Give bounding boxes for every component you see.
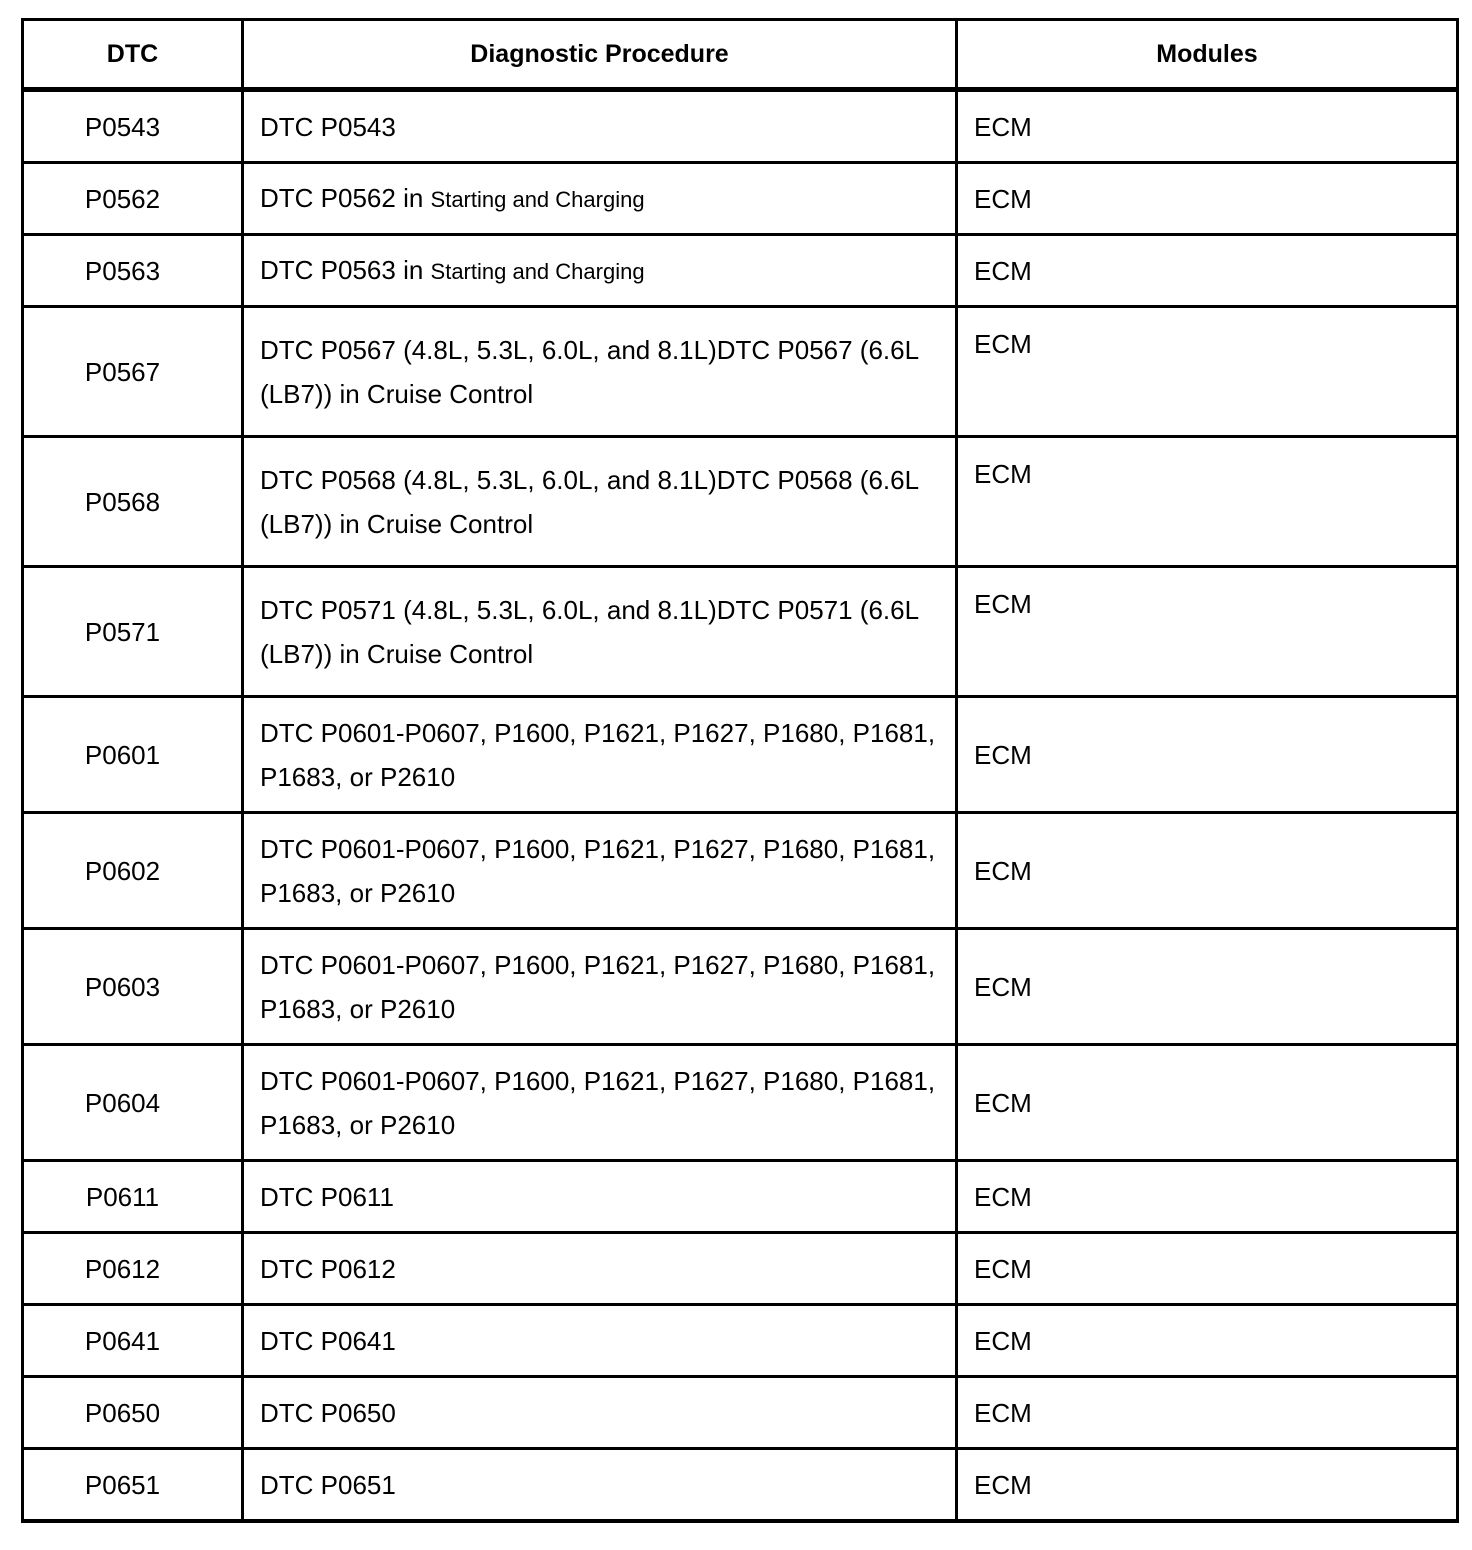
procedure-cell bbox=[243, 163, 957, 235]
module-cell: ECM bbox=[957, 1161, 1458, 1233]
table-row bbox=[23, 1449, 1458, 1522]
header-dtc: DTC bbox=[23, 20, 243, 90]
dtc-code: P0612 bbox=[23, 1233, 243, 1305]
module-cell: ECM bbox=[957, 163, 1458, 235]
procedure-text: DTC P0567 (4.8L, 5.3L, 6.0L, and 8.1L)DTC P0567 (6.6L (LB7)) in Cruise Control bbox=[260, 334, 919, 409]
procedure-text: DTC P0601-P0607, P1600, P1621, P1627, P1680, P1681, P1683, or P2610 bbox=[260, 717, 936, 792]
dtc-table bbox=[21, 18, 1459, 1523]
procedure-text: DTC P0571 (4.8L, 5.3L, 6.0L, and 8.1L)DTC P0571 (6.6L (LB7)) in Cruise Control bbox=[260, 594, 919, 669]
dtc-code: P0650 bbox=[23, 1377, 243, 1449]
table-row bbox=[23, 813, 1458, 929]
procedure-text: DTC P0651 bbox=[260, 1469, 396, 1500]
module-cell: ECM bbox=[957, 1449, 1458, 1522]
dtc-code: P0603 bbox=[23, 929, 243, 1045]
module-cell: ECM bbox=[957, 90, 1458, 163]
dtc-code: P0641 bbox=[23, 1305, 243, 1377]
module-cell: ECM bbox=[957, 929, 1458, 1045]
procedure-cell bbox=[243, 1161, 957, 1233]
procedure-section: Starting and Charging bbox=[430, 186, 645, 212]
table-row bbox=[23, 1233, 1458, 1305]
dtc-code: P0563 bbox=[23, 235, 243, 307]
table-row bbox=[23, 163, 1458, 235]
procedure-cell bbox=[243, 307, 957, 437]
module-cell: ECM bbox=[957, 437, 1458, 567]
table-row bbox=[23, 1161, 1458, 1233]
procedure-cell bbox=[243, 1377, 957, 1449]
module-cell: ECM bbox=[957, 697, 1458, 813]
procedure-cell bbox=[243, 1233, 957, 1305]
procedure-cell bbox=[243, 697, 957, 813]
dtc-code: P0601 bbox=[23, 697, 243, 813]
dtc-code: P0567 bbox=[23, 307, 243, 437]
procedure-cell bbox=[243, 90, 957, 163]
procedure-text: DTC P0601-P0607, P1600, P1621, P1627, P1680, P1681, P1683, or P2610 bbox=[260, 1065, 936, 1140]
procedure-cell bbox=[243, 813, 957, 929]
procedure-text: DTC P0563 in bbox=[260, 254, 431, 285]
dtc-code: P0571 bbox=[23, 567, 243, 697]
procedure-text: DTC P0650 bbox=[260, 1397, 396, 1428]
procedure-cell bbox=[243, 1305, 957, 1377]
table-row bbox=[23, 307, 1458, 437]
module-cell: ECM bbox=[957, 813, 1458, 929]
module-cell: ECM bbox=[957, 235, 1458, 307]
table-row bbox=[23, 437, 1458, 567]
dtc-code: P0568 bbox=[23, 437, 243, 567]
header-modules: Modules bbox=[957, 20, 1458, 90]
procedure-section: Starting and Charging bbox=[430, 258, 645, 284]
procedure-text: DTC P0543 bbox=[260, 111, 396, 142]
procedure-cell bbox=[243, 1449, 957, 1522]
procedure-cell bbox=[243, 567, 957, 697]
dtc-code: P0602 bbox=[23, 813, 243, 929]
table-row bbox=[23, 567, 1458, 697]
header-procedure: Diagnostic Procedure bbox=[243, 20, 957, 90]
procedure-text: DTC P0601-P0607, P1600, P1621, P1627, P1680, P1681, P1683, or P2610 bbox=[260, 833, 936, 908]
table-row bbox=[23, 697, 1458, 813]
dtc-code: P0543 bbox=[23, 90, 243, 163]
module-cell: ECM bbox=[957, 1377, 1458, 1449]
table-row bbox=[23, 90, 1458, 163]
procedure-text: DTC P0611 bbox=[260, 1181, 394, 1212]
module-cell: ECM bbox=[957, 1045, 1458, 1161]
table-row bbox=[23, 235, 1458, 307]
dtc-code: P0604 bbox=[23, 1045, 243, 1161]
header-row bbox=[23, 20, 1458, 90]
dtc-code: P0562 bbox=[23, 163, 243, 235]
module-cell: ECM bbox=[957, 1305, 1458, 1377]
module-cell: ECM bbox=[957, 1233, 1458, 1305]
module-cell: ECM bbox=[957, 567, 1458, 697]
dtc-code: P0651 bbox=[23, 1449, 243, 1522]
table-row bbox=[23, 929, 1458, 1045]
procedure-cell bbox=[243, 1045, 957, 1161]
procedure-text: DTC P0601-P0607, P1600, P1621, P1627, P1680, P1681, P1683, or P2610 bbox=[260, 949, 936, 1024]
table-row bbox=[23, 1377, 1458, 1449]
procedure-cell bbox=[243, 235, 957, 307]
procedure-cell bbox=[243, 437, 957, 567]
dtc-code: P0611 bbox=[23, 1161, 243, 1233]
table-row bbox=[23, 1305, 1458, 1377]
procedure-text: DTC P0568 (4.8L, 5.3L, 6.0L, and 8.1L)DTC P0568 (6.6L (LB7)) in Cruise Control bbox=[260, 464, 919, 539]
table-row bbox=[23, 1045, 1458, 1161]
procedure-cell bbox=[243, 929, 957, 1045]
procedure-text: DTC P0641 bbox=[260, 1325, 396, 1356]
module-cell: ECM bbox=[957, 307, 1458, 437]
procedure-text: DTC P0562 in bbox=[260, 182, 431, 213]
procedure-text: DTC P0612 bbox=[260, 1253, 396, 1284]
